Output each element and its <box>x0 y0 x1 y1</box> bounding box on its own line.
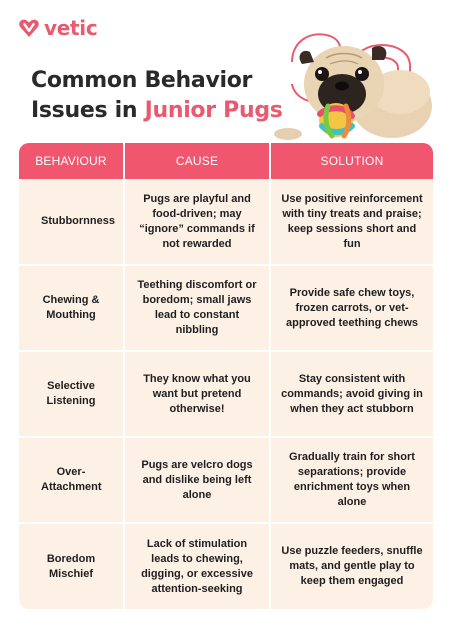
cause-cell: Pugs are velcro dogs and dislike being left alone <box>124 437 270 523</box>
solution-cell: Stay consistent with commands; avoid giving in when they act stubborn <box>270 351 433 437</box>
table-row <box>19 523 433 609</box>
brand-name: vetic <box>44 16 98 40</box>
behaviour-cell: Over-Attachment <box>19 437 124 523</box>
behaviour-cell: Boredom Mischief <box>19 523 124 609</box>
table-row <box>19 179 433 265</box>
column-header-behaviour: BEHAVIOUR <box>19 143 124 179</box>
table-header-row <box>19 143 433 179</box>
table-row <box>19 437 433 523</box>
behaviour-cell: Selective Listening <box>19 351 124 437</box>
title-line-2-accent: Junior Pugs <box>144 98 283 123</box>
toy-ball-icon <box>319 103 353 137</box>
column-header-solution: SOLUTION <box>270 143 433 179</box>
heart-v-logo-icon <box>17 16 41 40</box>
solution-cell: Use positive reinforcement with tiny treats and praise; keep sessions short and fun <box>270 179 433 265</box>
behaviour-cell: Chewing & Mouthing <box>19 265 124 351</box>
solution-cell: Provide safe chew toys, frozen carrots, or vet-approved teething chews <box>270 265 433 351</box>
cause-cell: Teething discomfort or boredom; small jaws lead to constant nibbling <box>124 265 270 351</box>
solution-cell: Use puzzle feeders, snuffle mats, and gentle play to keep them engaged <box>270 523 433 609</box>
behaviour-cell: Stubbornness <box>19 179 124 265</box>
cause-cell: Pugs are playful and food-driven; may “ignore” commands if not rewarded <box>124 179 270 265</box>
cause-cell: Lack of stimulation leads to chewing, digging, or excessive attention-seeking <box>124 523 270 609</box>
title-line-1: Common Behavior <box>31 68 253 93</box>
table-row <box>19 351 433 437</box>
pug-puppy-illustration <box>262 22 432 142</box>
behavior-issues-table <box>19 143 433 609</box>
cause-cell: They know what you want but pretend otherwise! <box>124 351 270 437</box>
title-line-2-plain: Issues in <box>31 98 145 123</box>
solution-cell: Gradually train for short separations; provide enrichment toys when alone <box>270 437 433 523</box>
table-row <box>19 265 433 351</box>
page-title <box>31 66 291 126</box>
column-header-cause: CAUSE <box>124 143 270 179</box>
brand-logo[interactable] <box>17 16 97 40</box>
